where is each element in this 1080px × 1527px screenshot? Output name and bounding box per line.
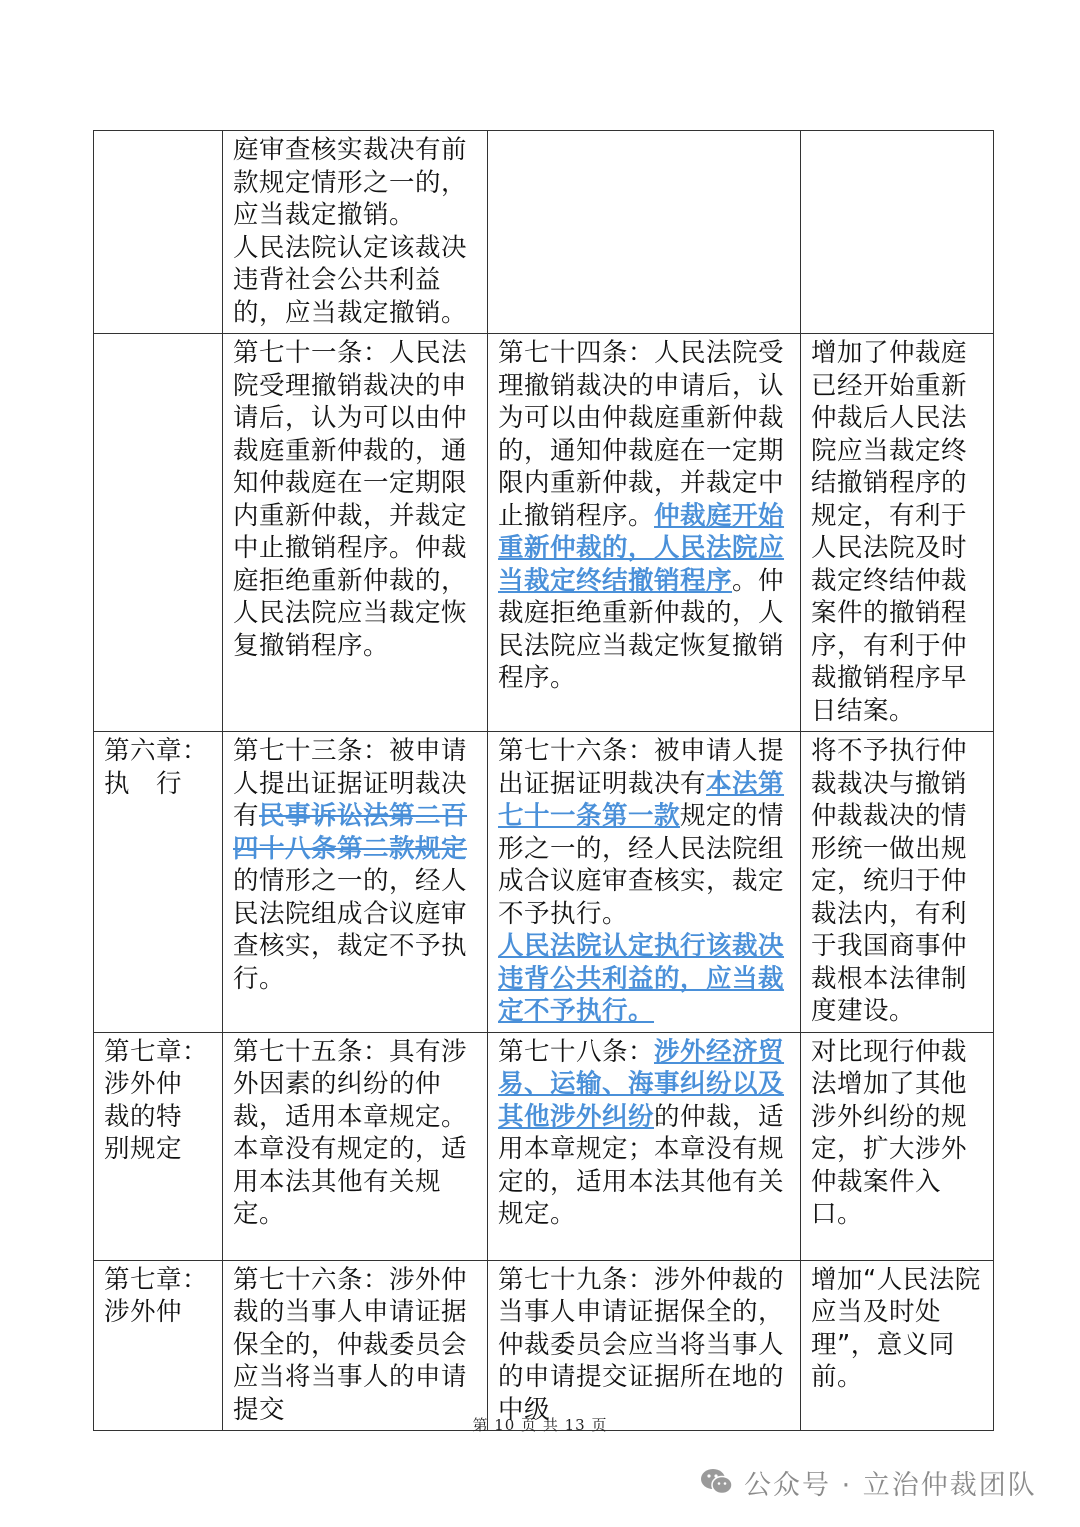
- current-law-cell: [223, 131, 488, 334]
- note-text: 将不予执行仲裁裁决与撤销仲裁裁决的情形统一做出规定，统归于仲裁法内，有利于我国商事仲裁根本法律制度建设。: [811, 736, 968, 1026]
- chapter-number: 第七章：: [104, 1264, 209, 1295]
- note-cell: [801, 1260, 994, 1431]
- revised-law-cell: [488, 1032, 801, 1260]
- watermark: [700, 1458, 1037, 1506]
- current-law-text: 第七十六条：涉外仲裁的当事人申请证据保全的，仲裁委员会应当将当事人的申请提交: [233, 1264, 468, 1425]
- deleted-text: 民事诉讼法第二百四十八条第二款规定: [233, 801, 468, 864]
- chapter-title: 执 行: [104, 768, 183, 799]
- current-law-text: 第七十一条：人民法院受理撤销裁决的申请后，认为可以由仲裁庭重新仲裁的，通知仲裁庭在一定期限内重新仲裁，并裁定中止撤销程序。仲裁庭拒绝重新仲裁的，人民法院应当裁定恢复撤销程序。: [233, 338, 468, 661]
- revised-law-cell: [488, 334, 801, 732]
- current-law-cell: [223, 1032, 488, 1260]
- chapter-title: 别规定: [104, 1134, 183, 1164]
- comparison-table: [93, 130, 994, 1431]
- note-text: 增加了仲裁庭已经开始重新仲裁后人民法院应当裁定终结撤销程序的规定，有利于人民法院及时裁定终结仲裁案件的撤销程序，有利于仲裁撤销程序早日结案。: [811, 338, 968, 726]
- revised-highlight: 人民法院认定执行该裁决违背公共利益的，应当裁定不予执行。: [498, 931, 785, 1026]
- revised-law-text: 规定的情形之一的，经人民法院组成合议庭审查核实，裁定不予执行。: [498, 801, 785, 929]
- table-row: [94, 1032, 994, 1260]
- revised-highlight: 本法第七十一条第一款: [498, 768, 785, 831]
- note-cell: [801, 1032, 994, 1260]
- watermark-text: 公众号 · 立治仲裁团队: [744, 1469, 1037, 1501]
- table-row: [94, 732, 994, 1033]
- note-cell: [801, 131, 994, 334]
- revised-highlight: 涉外经济贸易、运输、海事纠纷以及其他涉外纠纷: [498, 1036, 785, 1132]
- chapter-cell: [94, 1032, 223, 1260]
- chapter-cell: [94, 732, 223, 1033]
- revised-law-text: 第七十四条：人民法院受理撤销裁决的申请后，认为可以由仲裁庭重新仲裁的，通知仲裁庭在一定期限内重新仲裁，并裁定中止撤销程序。: [498, 338, 785, 531]
- current-law-text: 庭审查核实裁决有前款规定情形之一的，应当裁定撤销。: [233, 135, 468, 230]
- current-law-cell: [223, 732, 488, 1033]
- revised-law-cell: [488, 131, 801, 334]
- current-law-cell: [223, 1260, 488, 1431]
- chapter-cell: [94, 131, 223, 334]
- table-row: [94, 334, 994, 732]
- chapter-title: 裁的特: [104, 1101, 183, 1132]
- revised-law-cell: [488, 1260, 801, 1431]
- current-law-text: 第七十三条：被申请人提出证据证明裁决有: [233, 736, 468, 831]
- table-row: [94, 1260, 994, 1431]
- revised-law-text: 第七十八条：: [498, 1036, 655, 1067]
- note-text: 对比现行仲裁法增加了其他涉外纠纷的规定，扩大涉外仲裁案件入口。: [811, 1036, 968, 1229]
- current-law-cell: [223, 334, 488, 732]
- revised-law-text: 第七十九条：涉外仲裁的当事人申请证据保全的，仲裁委员会应当将当事人的申请提交证据所在地的中级: [498, 1264, 785, 1425]
- current-law-text: 的情形之一的，经人民法院组成合议庭审查核实，裁定不予执行。: [233, 866, 468, 994]
- note-text: 增加“人民法院应当及时处理”，意义同前。: [811, 1264, 981, 1392]
- revised-law-text: 的仲裁，适用本章规定；本章没有规定的，适用本法其他有关规定。: [498, 1101, 785, 1229]
- chapter-cell: [94, 1260, 223, 1431]
- table-row: [94, 131, 994, 334]
- revised-law-cell: [488, 732, 801, 1033]
- revised-highlight: 仲裁庭开始重新仲裁的，人民法院应当裁定终结撤销程序: [498, 500, 785, 596]
- revised-law-text: 。仲裁庭拒绝重新仲裁的，人民法院应当裁定恢复撤销程序。: [498, 565, 785, 693]
- page-number: 第 10 页 共 13 页: [472, 1416, 608, 1434]
- note-cell: [801, 732, 994, 1033]
- wechat-icon: [700, 1467, 734, 1497]
- chapter-cell: [94, 334, 223, 732]
- current-law-text: 第七十五条：具有涉外因素的纠纷的仲裁，适用本章规定。本章没有规定的，适用本法其他有关规定。: [233, 1036, 468, 1229]
- revised-law-text: 第七十六条：被申请人提出证据证明裁决有: [498, 736, 785, 799]
- chapter-number: 第六章：: [104, 736, 209, 766]
- chapter-title: 涉外仲: [104, 1297, 183, 1327]
- chapter-number: 第七章：: [104, 1036, 209, 1067]
- current-law-text: 人民法院认定该裁决违背社会公共利益的，应当裁定撤销。: [233, 232, 468, 328]
- note-cell: [801, 334, 994, 732]
- chapter-title: 涉外仲: [104, 1069, 183, 1099]
